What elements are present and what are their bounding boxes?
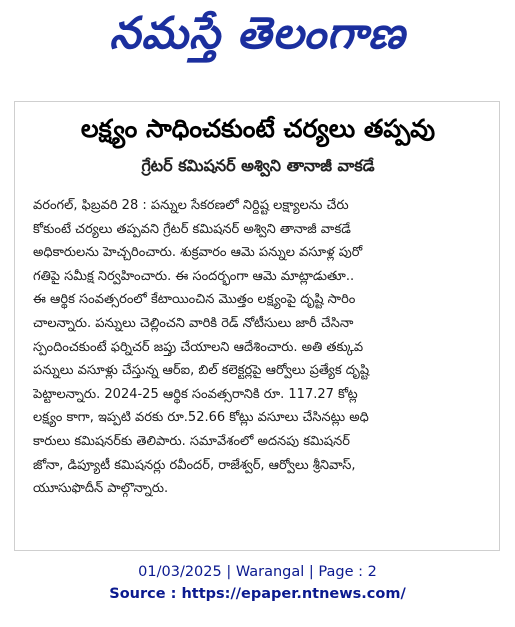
article-subheadline: గ్రేటర్ కమిషనర్ అశ్విని తానాజీ వాకడే: [141, 156, 375, 175]
article-line: లక్ష్యం కాగా, ఇప్పటి వరకు రూ.52.66 కోట్లు వసూలు చేసినట్లు అధి: [33, 410, 369, 426]
article-headline: లక్ష్యం సాధించకుంటే చర్యలు తప్పవు: [80, 114, 436, 143]
article-line: స్పందించకుంటే ఫర్నిచర్ జప్తు చేయాలని ఆదేశించారు. అతి తక్కువ: [33, 339, 364, 355]
article-line: యూసుఫొదీన్ పాల్గొన్నారు.: [33, 481, 169, 497]
article-line: అధికారులను హెచ్చరించారు. శుక్రవారం ఆమె పన్నుల వసూళ్ల పురో: [33, 245, 363, 261]
article-line: గతిపై సమీక్ష నిర్వహించారు. ఈ సందర్భంగా ఆమె మాట్లాడుతూ..: [33, 268, 355, 284]
article-body: [33, 194, 485, 501]
clipping-footer: [0, 561, 515, 605]
article-line: కోకుంటే చర్యలు తప్పవని గ్రేటర్ కమిషనర్ అశ్విని తానాజీ వాకడే: [33, 221, 351, 237]
news-clipping: [14, 101, 500, 551]
article-line: వరంగల్, ఫిబ్రవరి 28 : పన్నుల సేకరణలో నిర్దిష్ట లక్ష్యాలను చేరు: [33, 198, 349, 213]
article-line: కారులు కమిషనర్‌కు తెలిపారు. సమావేశంలో అదనపు కమిషనర్: [33, 433, 350, 449]
article-line: పన్నులు వసూళ్లు చేస్తున్న ఆర్ఐ, బిల్ కలెక్టర్లపై ఆర్వోలు ప్రత్యేక దృష్టి: [33, 363, 370, 379]
newspaper-masthead: [0, 0, 515, 78]
edition-info: 01/03/2025 | Warangal | Page : 2: [138, 564, 377, 580]
article-line: పెట్టాలన్నారు. 2024-25 ఆర్థిక సంవత్సరానికి రూ. 117.27 కోట్ల: [33, 386, 358, 402]
article-line: చాలన్నారు. పన్నులు చెల్లించని వారికి రెడ్ నోటీసులు జారీ చేసినా: [33, 315, 354, 331]
source-link[interactable]: Source : https://epaper.ntnews.com/: [109, 586, 406, 602]
masthead-title: నమస్తే తెలంగాణ: [109, 8, 406, 59]
article-line: ఈ ఆర్థిక సంవత్సరంలో కేటాయించిన మొత్తం లక్ష్యంపై దృష్టి సారిం: [33, 292, 356, 308]
article-line: జోనా, డిప్యూటీ కమిషనర్లు రవీందర్, రాజేశ్వర్, ఆర్వోలు శ్రీనివాస్,: [33, 457, 356, 473]
